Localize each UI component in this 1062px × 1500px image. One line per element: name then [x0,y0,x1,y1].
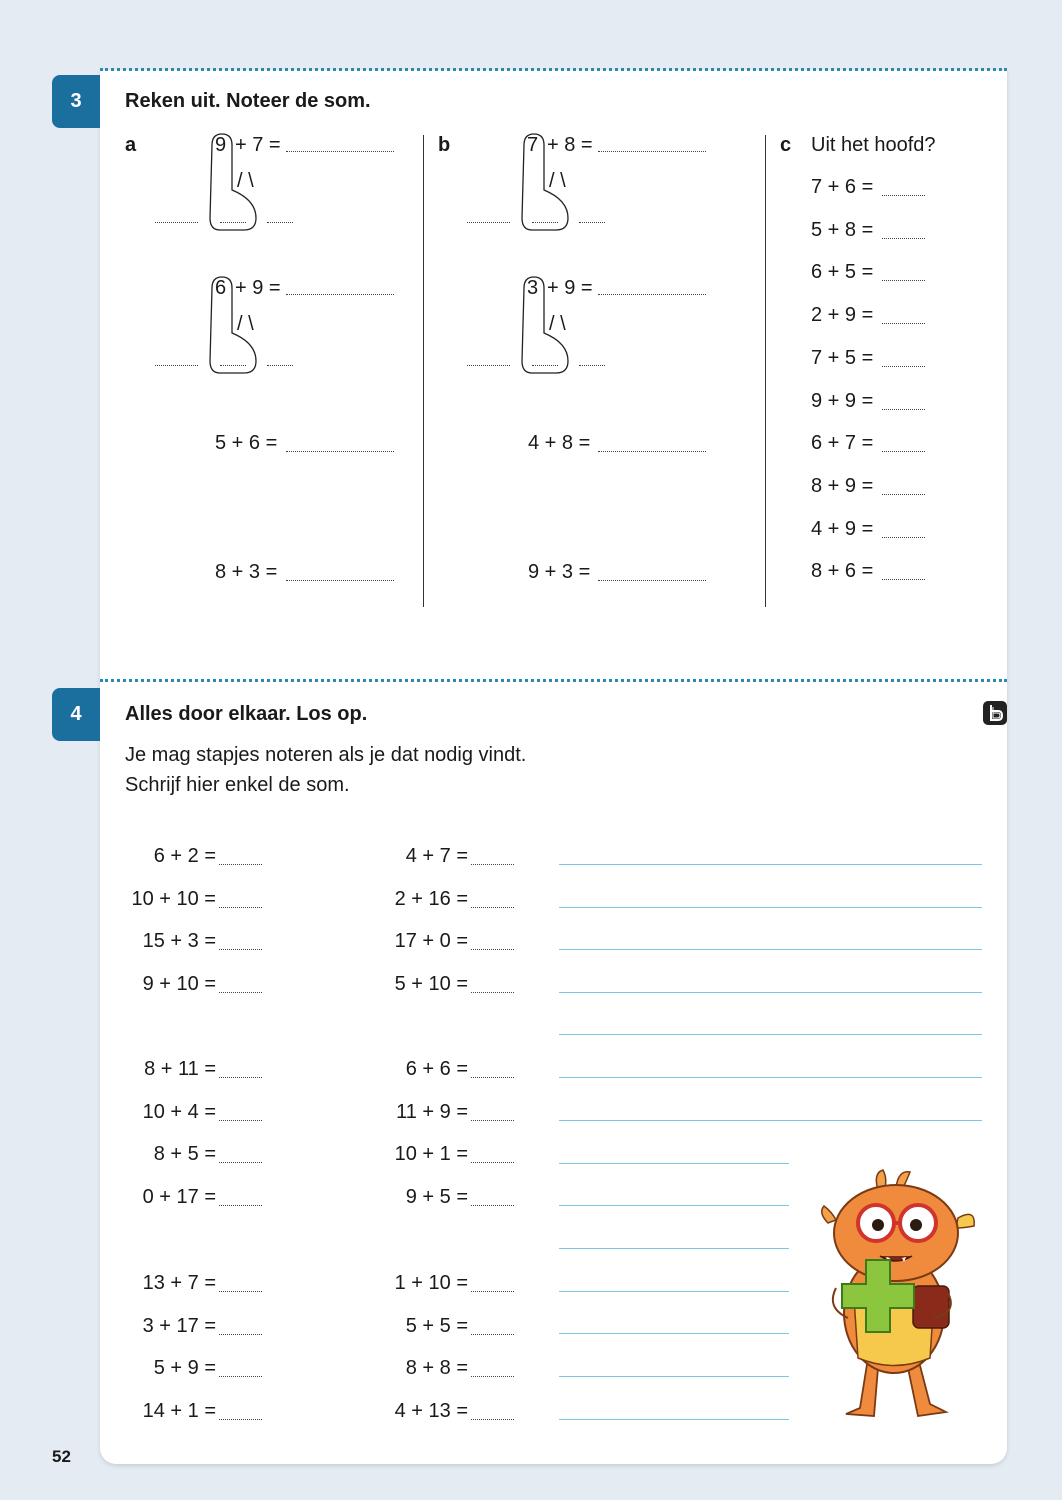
exercise-number-3: 3 [52,75,100,128]
mental-sum: 5 + 8 = [811,218,874,241]
instruction-line: Je mag stapjes noteren als je dat nodig vindt. [125,744,527,766]
answer-line[interactable] [471,1334,514,1335]
answer-line[interactable] [219,1334,262,1335]
answer-line[interactable] [882,494,925,495]
sum: 2 + 16 = [394,887,468,910]
writing-line[interactable] [559,1163,789,1164]
writing-line[interactable] [559,1120,982,1121]
exercise-number-4: 4 [52,688,100,741]
answer-line[interactable] [471,864,514,865]
writing-line[interactable] [559,1419,789,1420]
answer-line[interactable] [471,1077,514,1078]
sum: 11 + 9 = [396,1100,468,1123]
sum: 9 + 10 = [142,973,216,996]
answer-line[interactable] [219,864,262,865]
answer-line[interactable] [882,323,925,324]
sum: 8 + 8 = [405,1357,468,1380]
answer-line[interactable] [219,1162,262,1163]
b-icon [983,701,1007,725]
answer-line[interactable] [471,992,514,993]
mental-sum: 6 + 5 = [811,261,874,284]
mental-sum: 7 + 5 = [811,346,874,369]
sum: 17 + 0 = [394,930,468,953]
sum: 5 + 9 = [153,1357,216,1380]
writing-line[interactable] [559,1248,789,1249]
answer-line[interactable] [882,280,925,281]
split-mark: / \ [237,170,254,192]
sum: 10 + 1 = [394,1143,468,1166]
split-task-rest: + 8 = [547,134,593,156]
exercise-4-title: Alles door elkaar. Los op. [125,703,368,725]
monster-mascot-illustration [818,1168,983,1428]
section-divider-4 [100,679,1007,682]
column-c-title: Uit het hoofd? [811,134,936,156]
sum: 8 + 3 = [215,561,278,583]
mental-sum: 9 + 9 = [811,389,874,412]
sum: 4 + 13 = [394,1400,468,1423]
answer-line[interactable] [882,238,925,239]
sum: 5 + 6 = [215,432,278,454]
mental-sum: 6 + 7 = [811,432,874,455]
sum: 13 + 7 = [142,1272,216,1294]
split-mark: / \ [549,313,566,335]
answer-line[interactable] [598,451,706,452]
answer-line[interactable] [471,1291,514,1292]
answer-line[interactable] [471,949,514,950]
split-answer-line[interactable] [220,222,246,223]
writing-line[interactable] [559,949,982,950]
sum: 6 + 2 = [153,845,216,867]
answer-line[interactable] [598,151,706,152]
split-task-rest: + 9 = [235,277,281,299]
answer-line[interactable] [219,992,262,993]
split-mark: / \ [549,170,566,192]
writing-line[interactable] [559,1034,982,1035]
sum: 15 + 3 = [142,930,216,953]
answer-line[interactable] [882,409,925,410]
exercise-3-title: Reken uit. Noteer de som. [125,90,371,112]
sum: 4 + 8 = [528,432,591,454]
sum: 5 + 10 = [394,973,468,996]
split-answer-line[interactable] [467,365,510,366]
answer-line[interactable] [286,151,394,152]
answer-line[interactable] [286,451,394,452]
writing-line[interactable] [559,907,982,908]
mental-sum: 8 + 9 = [811,474,874,497]
answer-line[interactable] [882,537,925,538]
sum: 4 + 7 = [405,845,468,867]
writing-line[interactable] [559,1333,789,1334]
split-answer-line[interactable] [267,222,293,223]
instruction-line: Schrijf hier enkel de som. [125,774,350,796]
answer-line[interactable] [882,579,925,580]
column-c-label: c [780,134,792,156]
answer-line[interactable] [219,1419,262,1420]
sum: 8 + 5 = [153,1143,216,1166]
split-answer-line[interactable] [220,365,246,366]
split-answer-line[interactable] [532,222,558,223]
split-number: 7 [527,134,539,156]
answer-line[interactable] [219,1120,262,1121]
sum: 10 + 4 = [142,1100,216,1123]
answer-line[interactable] [219,1077,262,1078]
split-number: 6 [215,277,227,299]
answer-line[interactable] [471,1376,514,1377]
split-outlines [0,0,1062,700]
split-answer-line[interactable] [579,365,605,366]
answer-line[interactable] [598,580,706,581]
answer-line[interactable] [219,949,262,950]
writing-line[interactable] [559,1077,982,1078]
page-number: 52 [52,1447,71,1466]
answer-line[interactable] [219,1376,262,1377]
mental-sum: 8 + 6 = [811,560,874,583]
answer-line[interactable] [219,1205,262,1206]
split-answer-line[interactable] [579,222,605,223]
sum: 9 + 3 = [528,561,591,583]
split-number: 3 [527,277,539,299]
sum: 6 + 6 = [405,1058,468,1080]
answer-line[interactable] [882,451,925,452]
answer-line[interactable] [286,294,394,295]
writing-line[interactable] [559,992,982,993]
answer-line[interactable] [882,366,925,367]
writing-line[interactable] [559,1291,789,1292]
answer-line[interactable] [471,1419,514,1420]
writing-line[interactable] [559,1205,789,1206]
writing-line[interactable] [559,864,982,865]
sum: 5 + 5 = [405,1314,468,1337]
column-b-label: b [438,134,451,156]
split-mark: / \ [237,313,254,335]
split-answer-line[interactable] [467,222,510,223]
sum: 9 + 5 = [405,1186,468,1209]
sum: 8 + 11 = [144,1058,216,1080]
answer-line[interactable] [286,580,394,581]
sum: 0 + 17 = [142,1186,216,1209]
answer-line[interactable] [471,1120,514,1121]
split-answer-line[interactable] [532,365,558,366]
split-answer-line[interactable] [155,222,198,223]
column-a-label: a [125,134,137,156]
split-number: 9 [215,134,227,156]
answer-line[interactable] [471,907,514,908]
answer-line[interactable] [598,294,706,295]
answer-line[interactable] [882,195,925,196]
mental-sum: 4 + 9 = [811,517,874,540]
split-task-rest: + 7 = [235,134,281,156]
answer-line[interactable] [471,1205,514,1206]
answer-line[interactable] [219,1291,262,1292]
split-answer-line[interactable] [267,365,293,366]
sum: 10 + 10 = [131,887,216,910]
sum: 3 + 17 = [142,1314,216,1337]
writing-line[interactable] [559,1376,789,1377]
sum: 14 + 1 = [142,1400,216,1423]
sum: 1 + 10 = [394,1272,468,1294]
answer-line[interactable] [219,907,262,908]
answer-line[interactable] [471,1162,514,1163]
split-answer-line[interactable] [155,365,198,366]
split-task-rest: + 9 = [547,277,593,299]
mental-sum: 2 + 9 = [811,304,874,327]
mental-sum: 7 + 6 = [811,176,874,198]
